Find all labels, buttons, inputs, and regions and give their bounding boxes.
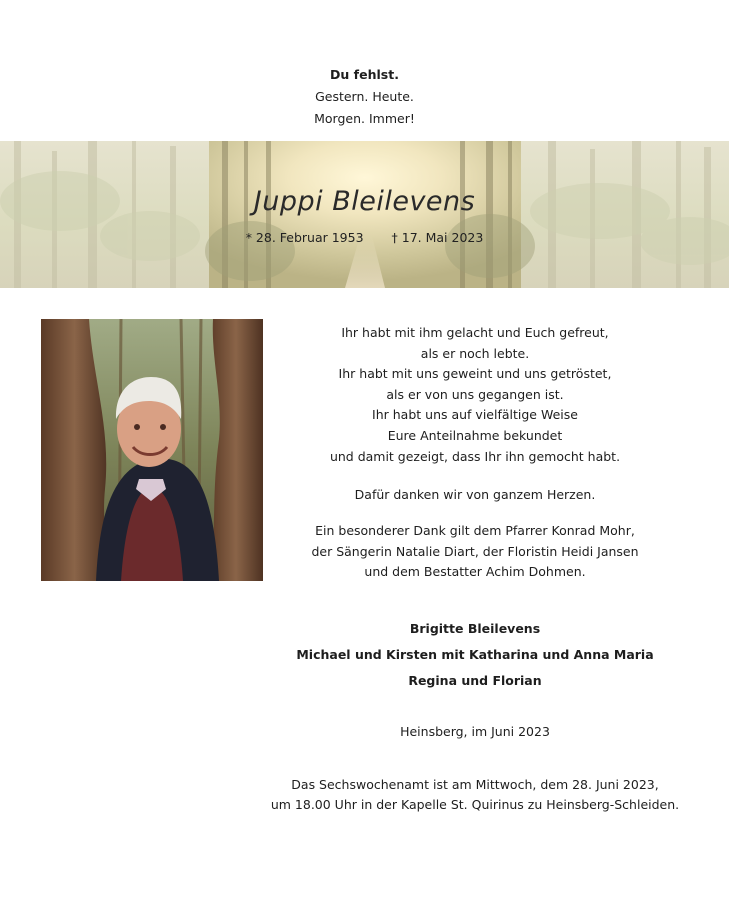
death-date: † 17. Mai 2023 bbox=[391, 230, 484, 245]
thanks-special-line: der Sängerin Natalie Diart, der Floristin Heidi Jansen bbox=[311, 543, 639, 559]
thanks-special-line: Ein besonderer Dank gilt dem Pfarrer Konrad Mohr, bbox=[315, 523, 635, 538]
motto bbox=[0, 64, 729, 130]
verse-line: als er von uns gegangen ist. bbox=[386, 386, 564, 402]
service-line: Das Sechswochenamt ist am Mittwoch, dem 28. Juni 2023, bbox=[291, 777, 659, 792]
thanks-special bbox=[290, 521, 660, 583]
family-member: Regina und Florian bbox=[408, 673, 542, 688]
verse-line: Ihr habt uns auf vielfältige Weise bbox=[372, 407, 578, 423]
family-member: Brigitte Bleilevens bbox=[409, 621, 541, 636]
verse-line: Eure Anteilnahme bekundet bbox=[387, 427, 563, 443]
motto-line-3: Morgen. Immer! bbox=[314, 111, 415, 126]
thanks-general: Dafür danken wir von ganzem Herzen. bbox=[354, 487, 596, 502]
portrait-photo bbox=[41, 319, 263, 581]
verse-line: Ihr habt mit uns geweint und uns getröstet, bbox=[338, 366, 612, 382]
life-dates bbox=[0, 230, 729, 245]
family-signatures bbox=[290, 616, 660, 694]
birth-date: * 28. Februar 1953 bbox=[245, 230, 364, 245]
thanks-special-line: und dem Bestatter Achim Dohmen. bbox=[364, 564, 586, 580]
service-announcement bbox=[250, 775, 700, 815]
portrait-image bbox=[41, 319, 263, 581]
place-date: Heinsberg, im Juni 2023 bbox=[400, 724, 550, 739]
verse-line: und damit gezeigt, dass Ihr ihn gemocht habt. bbox=[329, 448, 621, 464]
motto-line-1: Du fehlst. bbox=[330, 67, 399, 82]
motto-line-2: Gestern. Heute. bbox=[315, 89, 414, 104]
family-member: Michael und Kirsten mit Katharina und Anna Maria bbox=[296, 647, 654, 662]
service-line: um 18.00 Uhr in der Kapelle St. Quirinus zu Heinsberg-Schleiden. bbox=[270, 797, 680, 812]
verse-line: als er noch lebte. bbox=[420, 345, 530, 361]
verse bbox=[290, 323, 660, 467]
deceased-name: Juppi Bleilevens bbox=[253, 186, 476, 217]
verse-line: Ihr habt mit ihm gelacht und Euch gefreut, bbox=[341, 325, 609, 340]
